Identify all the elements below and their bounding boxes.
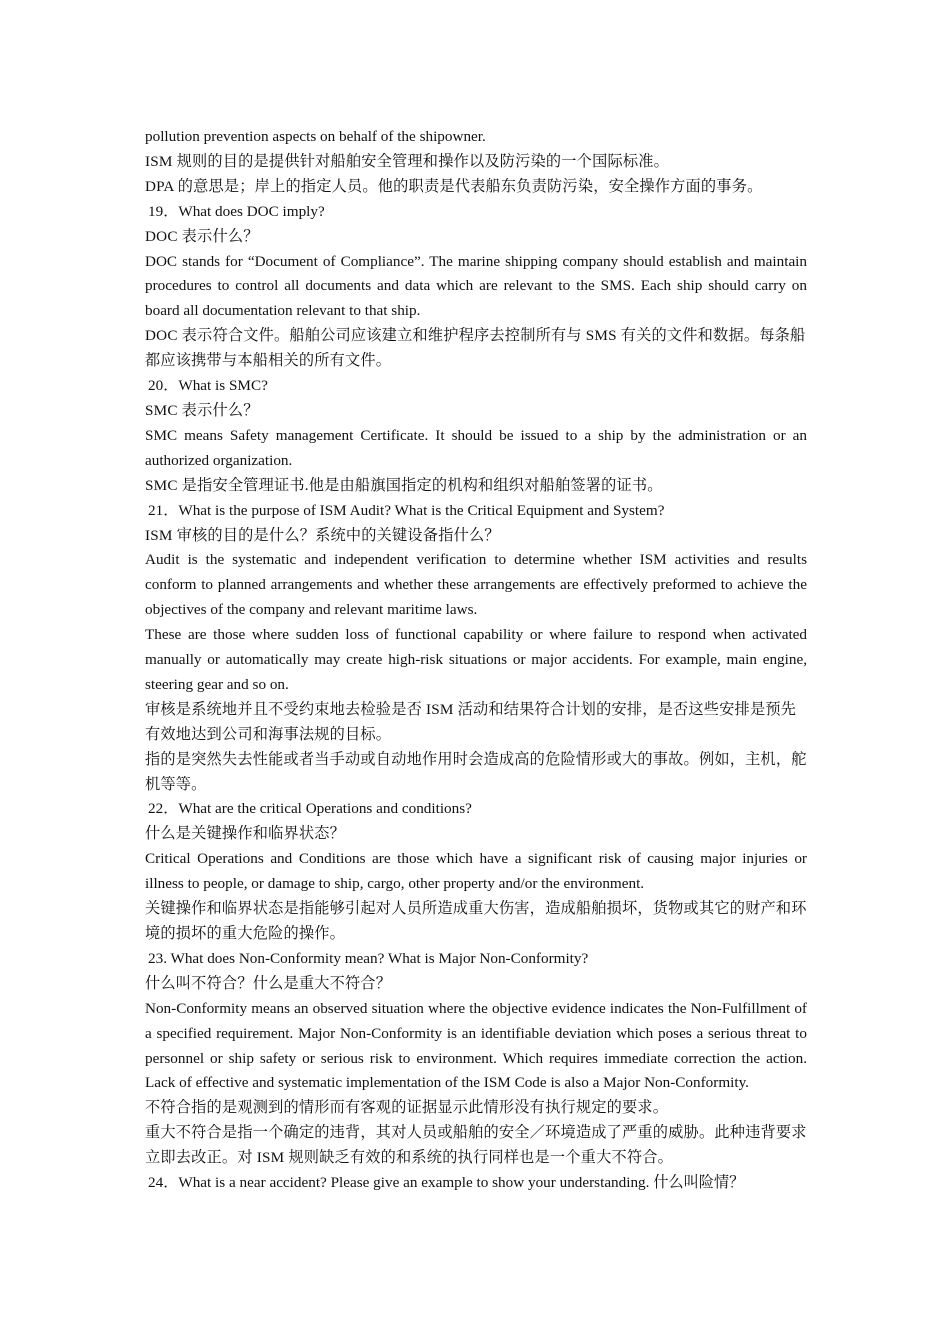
answer-22-zh: 关键操作和临界状态是指能够引起对人员所造成重大伤害，造成船舶损坏，货物或其它的财产和环境的损坏的重大危险的操作。 xyxy=(145,900,807,942)
question-19-zh: DOC 表示什么？ xyxy=(145,227,259,245)
question-22-zh: 什么是关键操作和临界状态？ xyxy=(145,825,346,843)
document-page xyxy=(145,125,807,1196)
paragraph-ism-purpose-zh: ISM 规则的目的是提供针对船舶安全管理和操作以及防污染的一个国际标准。 xyxy=(145,152,670,170)
paragraph-dpa-definition-end: pollution prevention aspects on behalf of the shipowner. xyxy=(145,128,486,145)
answer-22-en: Critical Operations and Conditions are those which have a significant risk of causing major injuries or illness to people, or damage to ship, cargo, other property and/or the environment. xyxy=(145,850,807,893)
paragraph-dpa-zh: DPA 的意思是；岸上的指定人员。他的职责是代表船东负责防污染，安全操作方面的事务。 xyxy=(145,177,763,195)
question-23: 23. What does Non-Conformity mean? What is Major Non-Conformity? xyxy=(148,949,589,967)
answer-20-en: SMC means Safety management Certificate. It should be issued to a ship by the administration or an authorized organization. xyxy=(145,426,807,469)
answer-23-major-zh: 重大不符合是指一个确定的违背，其对人员或船舶的安全／环境造成了严重的威胁。此种违背要求立即去改正。对 ISM 规则缺乏有效的和系统的执行同样也是一个重大不符合。 xyxy=(145,1124,807,1167)
question-21-zh: ISM 审核的目的是什么？系统中的关键设备指什么？ xyxy=(145,526,500,544)
answer-21-equipment-en: These are those where sudden loss of functional capability or where failure to respond when activated manually or automatically may create high-risk situations or major accidents. For example, main engine, steering gear and so on. xyxy=(145,626,807,693)
answer-21-audit-en: Audit is the systematic and independent verification to determine whether ISM activities and results conform to planned arrangements and whether these arrangements are effectively preformed to achieve the objectives of the company and relevant maritime laws. xyxy=(145,551,807,619)
question-22: 22．What are the critical Operations and conditions? xyxy=(148,800,472,818)
question-20: 20．What is SMC? xyxy=(148,377,268,395)
question-24: 24．What is a near accident? Please give an example to show your understanding. 什么叫险情？ xyxy=(148,1174,745,1192)
answer-23-nonconformity-zh: 不符合指的是观测到的情形而有客观的证据显示此情形没有执行规定的要求。 xyxy=(145,1099,669,1117)
answer-19-en: DOC stands for “Document of Compliance”. The marine shipping company should establish and maintain procedures to control all documents and data which are relevant to the SMS. Each ship should carry on board all documentation relevant to that ship. xyxy=(145,252,807,320)
answer-19-zh: DOC 表示符合文件。船舶公司应该建立和维护程序去控制所有与 SMS 有关的文件和数据。每条船都应该携带与本船相关的所有文件。 xyxy=(145,327,806,370)
question-20-zh: SMC 表示什么？ xyxy=(145,401,259,419)
answer-21-audit-zh: 审核是系统地并且不受约束地去检验是否 ISM 活动和结果符合计划的安排，是否这些安排是预先有效地达到公司和海事法规的目标。 xyxy=(145,700,797,743)
question-23-zh: 什么叫不符合？什么是重大不符合？ xyxy=(145,974,392,992)
question-21: 21．What is the purpose of ISM Audit? What is the Critical Equipment and System? xyxy=(148,501,665,519)
answer-21-equipment-zh: 指的是突然失去性能或者当手动或自动地作用时会造成高的危险情形或大的事故。例如，主机，舵机等等。 xyxy=(145,750,807,793)
question-19: 19．What does DOC imply? xyxy=(148,202,325,220)
answer-23-en: Non-Conformity means an observed situation where the objective evidence indicates the Non-Fulfillment of a specified requirement. Major Non-Conformity is an identifiable deviation which poses a serious threat to personnel or ship safety or serious risk to environment. Which requires immediate correction the action. Lack of effective and systematic implementation of the ISM Code is also a Major Non-Conformity. xyxy=(145,999,807,1092)
answer-20-zh: SMC 是指安全管理证书.他是由船旗国指定的机构和组织对船舶签署的证书。 xyxy=(145,476,663,494)
